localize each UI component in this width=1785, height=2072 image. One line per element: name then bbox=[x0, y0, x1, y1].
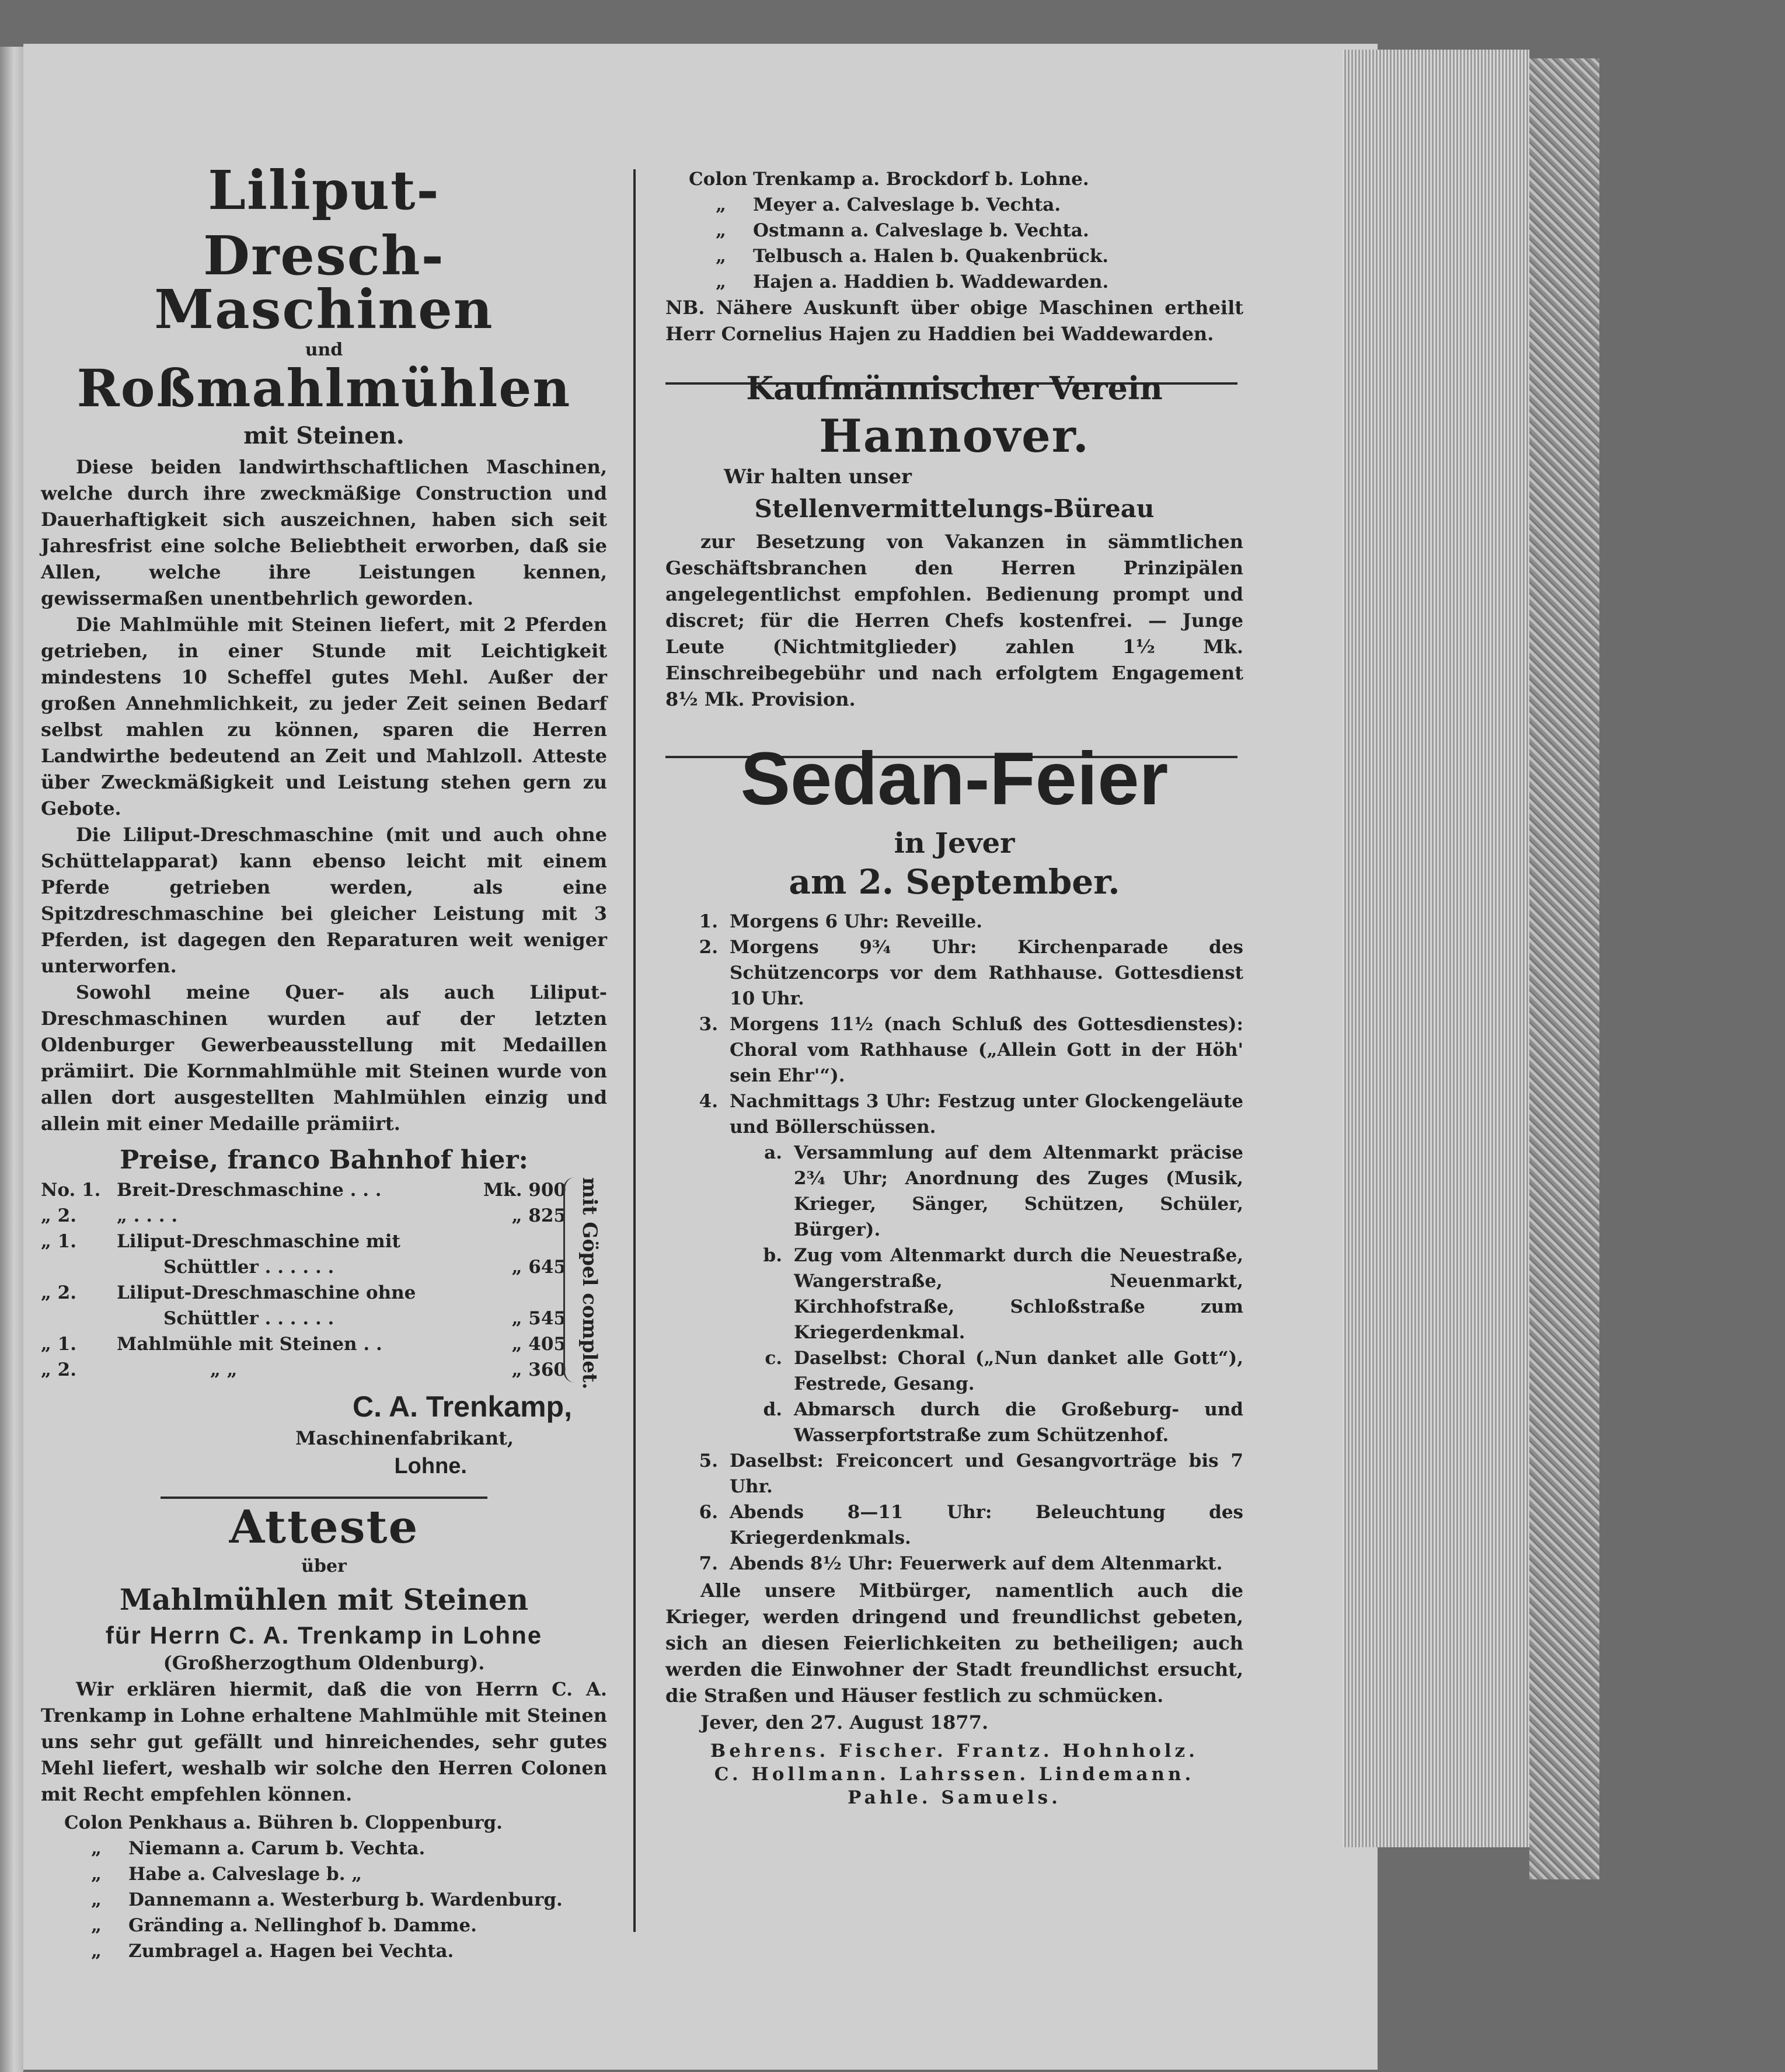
program-item bbox=[665, 1499, 1243, 1551]
program-text: Morgens 11½ (nach Schluß des Gottesdienstes): Choral vom Rathhause („Allein Gott in der Höh' sein Ehr'“). bbox=[730, 1014, 1243, 1086]
signature-title: Maschinenfabrikant, bbox=[295, 1427, 514, 1449]
colon-name: Niemann a. Carum b. Vechta. bbox=[128, 1838, 426, 1859]
price-no: „ 2. bbox=[41, 1282, 76, 1303]
price-brace bbox=[563, 1177, 577, 1383]
program-text: Abends 8—11 Uhr: Beleuchtung des Kriegerdenkmals. bbox=[730, 1502, 1243, 1548]
colon-row bbox=[64, 1887, 607, 1913]
lilliput-paragraph: Die Liliput-Dreschmaschine (mit und auch ohne Schüttelapparat) kann ebenso leicht mit einem Pferde getrieben werden, als eine Spitzdreschmaschine bei gleicher Leistung mit 3 Pferden, ist dagegen den Reparaturen weit weniger unterworfen. bbox=[41, 824, 607, 977]
colon-row bbox=[64, 1938, 607, 1964]
colon-prefix: „ bbox=[91, 1941, 102, 1962]
atteste-title: Atteste bbox=[229, 1501, 419, 1554]
atteste-subtitle: Mahlmühlen mit Steinen bbox=[119, 1582, 529, 1617]
price-no: „ 1. bbox=[41, 1231, 76, 1252]
program-item bbox=[665, 1551, 1243, 1576]
lilliput-paragraph: Diese beiden landwirthschaftlichen Maschinen, welche durch ihre zweckmäßige Construction und Dauerhaftigkeit sich auszeichnen, haben sich seit Jahresfrist eine solche Beliebtheit erworben, daß sie Allen, welche ihre Leistungen kennen, gewissermaßen unentbehrlich geworden. bbox=[41, 456, 607, 609]
program-item bbox=[665, 909, 1243, 934]
lilliput-paragraph: Sowohl meine Quer- als auch Liliput-Dreschmaschinen wurden auf der letzten Oldenburger Gewerbeausstellung mit Medaillen prämiirt. Die Kornmahlmühle mit Steinen wurde von allen dort ausgestellten Mahlmühlen einzig und allein mit einer Medaille prämiirt. bbox=[41, 981, 607, 1135]
ad-divider bbox=[161, 1497, 487, 1499]
right-column bbox=[665, 166, 1243, 1808]
price-value: „ 645 bbox=[511, 1257, 566, 1278]
program-num: 4. bbox=[699, 1091, 718, 1112]
price-value: Mk. 900 bbox=[483, 1180, 566, 1201]
sedan-place: in Jever bbox=[894, 827, 1015, 860]
colon-prefix: „ bbox=[716, 194, 726, 215]
price-no: No. 1. bbox=[41, 1180, 101, 1201]
price-no: „ 2. bbox=[41, 1359, 76, 1380]
colon-prefix: „ bbox=[91, 1864, 102, 1885]
program-item bbox=[665, 1448, 1243, 1499]
colon-row bbox=[689, 218, 1243, 243]
signature-name: C. A. Trenkamp, bbox=[352, 1390, 572, 1423]
price-value bbox=[455, 1229, 566, 1254]
price-row bbox=[41, 1177, 566, 1203]
program-subnum: a. bbox=[764, 1142, 782, 1163]
lilliput-paragraph: Die Mahlmühle mit Steinen liefert, mit 2 Pferden getrieben, in einer Stunde mit Leichtigkeit mindestens 10 Scheffel gutes Mehl. Außer der großen Annehmlichkeit, zu jeder Zeit seinen Bedarf selbst mahlen zu können, sparen die Herren Landwirthe bedeutend an Zeit und Mahlzoll. Atteste über Zweckmäßigkeit und Leistung stehen gern zu Gebote. bbox=[41, 613, 607, 819]
lilliput-body bbox=[41, 454, 607, 1137]
colon-name: Telbusch a. Halen b. Quakenbrück. bbox=[753, 246, 1109, 267]
colon-name: Meyer a. Calveslage b. Vechta. bbox=[753, 194, 1061, 215]
colon-prefix: „ bbox=[716, 220, 726, 241]
program-num: 1. bbox=[699, 911, 718, 932]
colonen-cont-list bbox=[665, 166, 1243, 295]
program-num: 2. bbox=[699, 937, 718, 958]
colon-prefix: „ bbox=[716, 271, 726, 292]
verein-line1: Wir halten unser bbox=[724, 465, 912, 489]
price-no bbox=[41, 1306, 117, 1331]
colon-name: Gränding a. Nellinghof b. Damme. bbox=[128, 1915, 477, 1936]
atteste-text: Wir erklären hiermit, daß die von Herrn C. A. Trenkamp in Lohne erhaltene Mahlmühle mit Steinen uns sehr gut gefällt und hinreichendes, sehr gutes Mehl liefert, weshalb wir solche den Herren Colonen mit Recht empfehlen können. bbox=[41, 1678, 607, 1805]
price-item: Mahlmühle mit Steinen . . bbox=[117, 1334, 382, 1355]
column-divider bbox=[633, 169, 636, 1932]
colon-prefix: Colon bbox=[689, 169, 748, 190]
price-row bbox=[41, 1331, 566, 1357]
verein-title: Kaufmännischer Verein bbox=[746, 369, 1163, 407]
price-item: Breit-Dreschmaschine . . . bbox=[117, 1180, 382, 1201]
price-item: Schüttler . . . . . . bbox=[163, 1308, 334, 1329]
nb-text: NB. Nähere Auskunft über obige Maschinen ertheilt Herr Cornelius Hajen zu Haddien bei Waddewarden. bbox=[665, 297, 1243, 345]
price-row bbox=[41, 1280, 566, 1306]
verein-line2: Stellenvermittelungs-Büreau bbox=[754, 494, 1155, 523]
program-item bbox=[665, 1089, 1243, 1140]
left-column bbox=[41, 159, 607, 1964]
colon-row bbox=[64, 1913, 607, 1938]
program-subitem bbox=[665, 1140, 1243, 1243]
sedan-signers-1: Behrens. Fischer. Frantz. Hohnholz. bbox=[710, 1740, 1198, 1761]
program-text: Daselbst: Freiconcert und Gesangvorträge bis 7 Uhr. bbox=[730, 1450, 1243, 1497]
program-item bbox=[665, 1011, 1243, 1089]
price-value bbox=[455, 1280, 566, 1306]
colon-row bbox=[689, 269, 1243, 295]
program-num: 6. bbox=[699, 1502, 718, 1523]
price-item: „ „ bbox=[210, 1359, 238, 1380]
program-text: Nachmittags 3 Uhr: Festzug unter Glockengeläute und Böllerschüssen. bbox=[730, 1091, 1243, 1138]
program-subnum: b. bbox=[763, 1245, 782, 1266]
program-subtext: Abmarsch durch die Großeburg- und Wasserpfortstraße zum Schützenhof. bbox=[794, 1399, 1243, 1446]
lilliput-title-3: Roßmahlmühlen bbox=[76, 358, 571, 418]
atteste-ueber: über bbox=[301, 1556, 347, 1576]
lilliput-title-und: und bbox=[305, 340, 343, 360]
signature-city: Lohne. bbox=[394, 1454, 467, 1478]
colon-name: Habe a. Calveslage b. „ bbox=[128, 1864, 362, 1885]
sedan-program bbox=[665, 909, 1243, 1576]
colon-row bbox=[64, 1836, 607, 1861]
book-page-edges bbox=[1343, 50, 1529, 1847]
sedan-appeal-block bbox=[665, 1578, 1243, 1709]
lilliput-subtitle: mit Steinen. bbox=[243, 422, 405, 449]
colon-name: Hajen a. Haddien b. Waddewarden. bbox=[753, 271, 1109, 292]
sedan-dateline: Jever, den 27. August 1877. bbox=[700, 1711, 989, 1733]
sedan-date: am 2. September. bbox=[789, 862, 1120, 902]
price-value: „ 545 bbox=[511, 1308, 566, 1329]
program-subtext: Zug vom Altenmarkt durch die Neuestraße, Wangerstraße, Neuenmarkt, Kirchhofstraße, Schloßstraße zum Kriegerdenkmal. bbox=[794, 1245, 1243, 1343]
program-subitem bbox=[665, 1345, 1243, 1397]
price-value: „ 360 bbox=[511, 1359, 566, 1380]
colon-prefix: „ bbox=[91, 1915, 102, 1936]
verein-text: zur Besetzung von Vakanzen in sämmtlichen Geschäftsbranchen den Herren Prinzipälen angelegentlichst empfohlen. Bedienung prompt und discret; für die Herren Chefs kostenfrei. — Junge Leute (Nichtmitglieder) zahlen 1½ Mk. Einschreibegebühr und nach erfolgtem Engagement 8½ Mk. Provision. bbox=[665, 531, 1243, 710]
colon-prefix: „ bbox=[716, 246, 726, 267]
program-subtext: Daselbst: Choral („Nun danket alle Gott“), Festrede, Gesang. bbox=[794, 1348, 1243, 1394]
colon-row bbox=[64, 1861, 607, 1887]
price-heading: Preise, franco Bahnhof hier: bbox=[120, 1145, 528, 1175]
colon-row bbox=[689, 166, 1243, 192]
sedan-signers-3: Pahle. Samuels. bbox=[848, 1787, 1061, 1808]
atteste-region: (Großherzogthum Oldenburg). bbox=[163, 1652, 485, 1674]
colon-row bbox=[689, 243, 1243, 269]
price-row bbox=[41, 1357, 566, 1383]
price-brace-label: mit Göpel complet. bbox=[578, 1177, 601, 1390]
program-text: Morgens 9¾ Uhr: Kirchenparade des Schützencorps vor dem Rathhause. Gottesdienst 10 Uhr. bbox=[730, 937, 1243, 1009]
sedan-title: Sedan-Feier bbox=[740, 737, 1169, 821]
colon-name: Trenkamp a. Brockdorf b. Lohne. bbox=[753, 169, 1089, 190]
program-item bbox=[665, 934, 1243, 1011]
lilliput-title-2: Dresch-Maschinen bbox=[154, 224, 494, 341]
sedan-signers-2: C. Hollmann. Lahrssen. Lindemann. bbox=[714, 1764, 1195, 1785]
atteste-for-line: für Herrn C. A. Trenkamp in Lohne bbox=[105, 1621, 543, 1649]
price-item: „ . . . . bbox=[117, 1205, 178, 1226]
price-no bbox=[41, 1254, 117, 1280]
price-item: Schüttler . . . . . . bbox=[163, 1257, 334, 1278]
price-row bbox=[41, 1254, 566, 1280]
colon-name: Dannemann a. Westerburg b. Wardenburg. bbox=[128, 1889, 563, 1910]
price-row bbox=[41, 1229, 566, 1254]
colon-row bbox=[689, 192, 1243, 218]
price-list bbox=[41, 1177, 601, 1390]
program-text: Morgens 6 Uhr: Reveille. bbox=[730, 911, 983, 932]
program-subitem bbox=[665, 1397, 1243, 1448]
program-subtext: Versammlung auf dem Altenmarkt präcise 2¾ Uhr; Anordnung des Zuges (Musik, Krieger, Sänger, Schützen, Schüler, Bürger). bbox=[794, 1142, 1243, 1240]
book-cover-edge bbox=[1529, 58, 1599, 1879]
previous-page-edge bbox=[0, 47, 23, 2072]
program-subitem bbox=[665, 1243, 1243, 1345]
price-value: „ 825 bbox=[511, 1205, 566, 1226]
price-no: „ 2. bbox=[41, 1205, 76, 1226]
colonen-list bbox=[41, 1810, 607, 1964]
sedan-appeal: Alle unsere Mitbürger, namentlich auch die Krieger, werden dringend und freundlichst gebeten, sich an diesen Feierlichkeiten zu betheiligen; auch werden die Einwohner der Stadt freundlichst ersucht, die Straßen und Häuser festlich zu schmücken. bbox=[665, 1579, 1243, 1707]
program-subnum: c. bbox=[765, 1348, 782, 1369]
nb-note bbox=[665, 295, 1243, 347]
colon-prefix: Colon bbox=[64, 1812, 123, 1833]
colon-name: Penkhaus a. Bühren b. Cloppenburg. bbox=[128, 1812, 503, 1833]
verein-text-block bbox=[665, 529, 1243, 713]
price-no: „ 1. bbox=[41, 1334, 76, 1355]
colon-row bbox=[64, 1810, 607, 1836]
price-item: Liliput-Dreschmaschine ohne bbox=[117, 1282, 416, 1303]
lilliput-title-1: Liliput- bbox=[208, 159, 440, 222]
colon-name: Ostmann a. Calveslage b. Vechta. bbox=[753, 220, 1089, 241]
atteste-text-block bbox=[41, 1676, 607, 1808]
program-num: 3. bbox=[699, 1014, 718, 1035]
program-subnum: d. bbox=[763, 1399, 782, 1420]
price-row bbox=[41, 1306, 566, 1331]
colon-name: Zumbragel a. Hagen bei Vechta. bbox=[128, 1941, 454, 1962]
colon-prefix: „ bbox=[91, 1889, 102, 1910]
price-item: Liliput-Dreschmaschine mit bbox=[117, 1231, 400, 1252]
price-value: „ 405 bbox=[511, 1334, 566, 1355]
verein-city: Hannover. bbox=[819, 410, 1090, 463]
program-num: 7. bbox=[699, 1553, 718, 1574]
colon-prefix: „ bbox=[91, 1838, 102, 1859]
program-text: Abends 8½ Uhr: Feuerwerk auf dem Altenmarkt. bbox=[730, 1553, 1223, 1574]
price-row bbox=[41, 1203, 566, 1229]
program-num: 5. bbox=[699, 1450, 718, 1471]
